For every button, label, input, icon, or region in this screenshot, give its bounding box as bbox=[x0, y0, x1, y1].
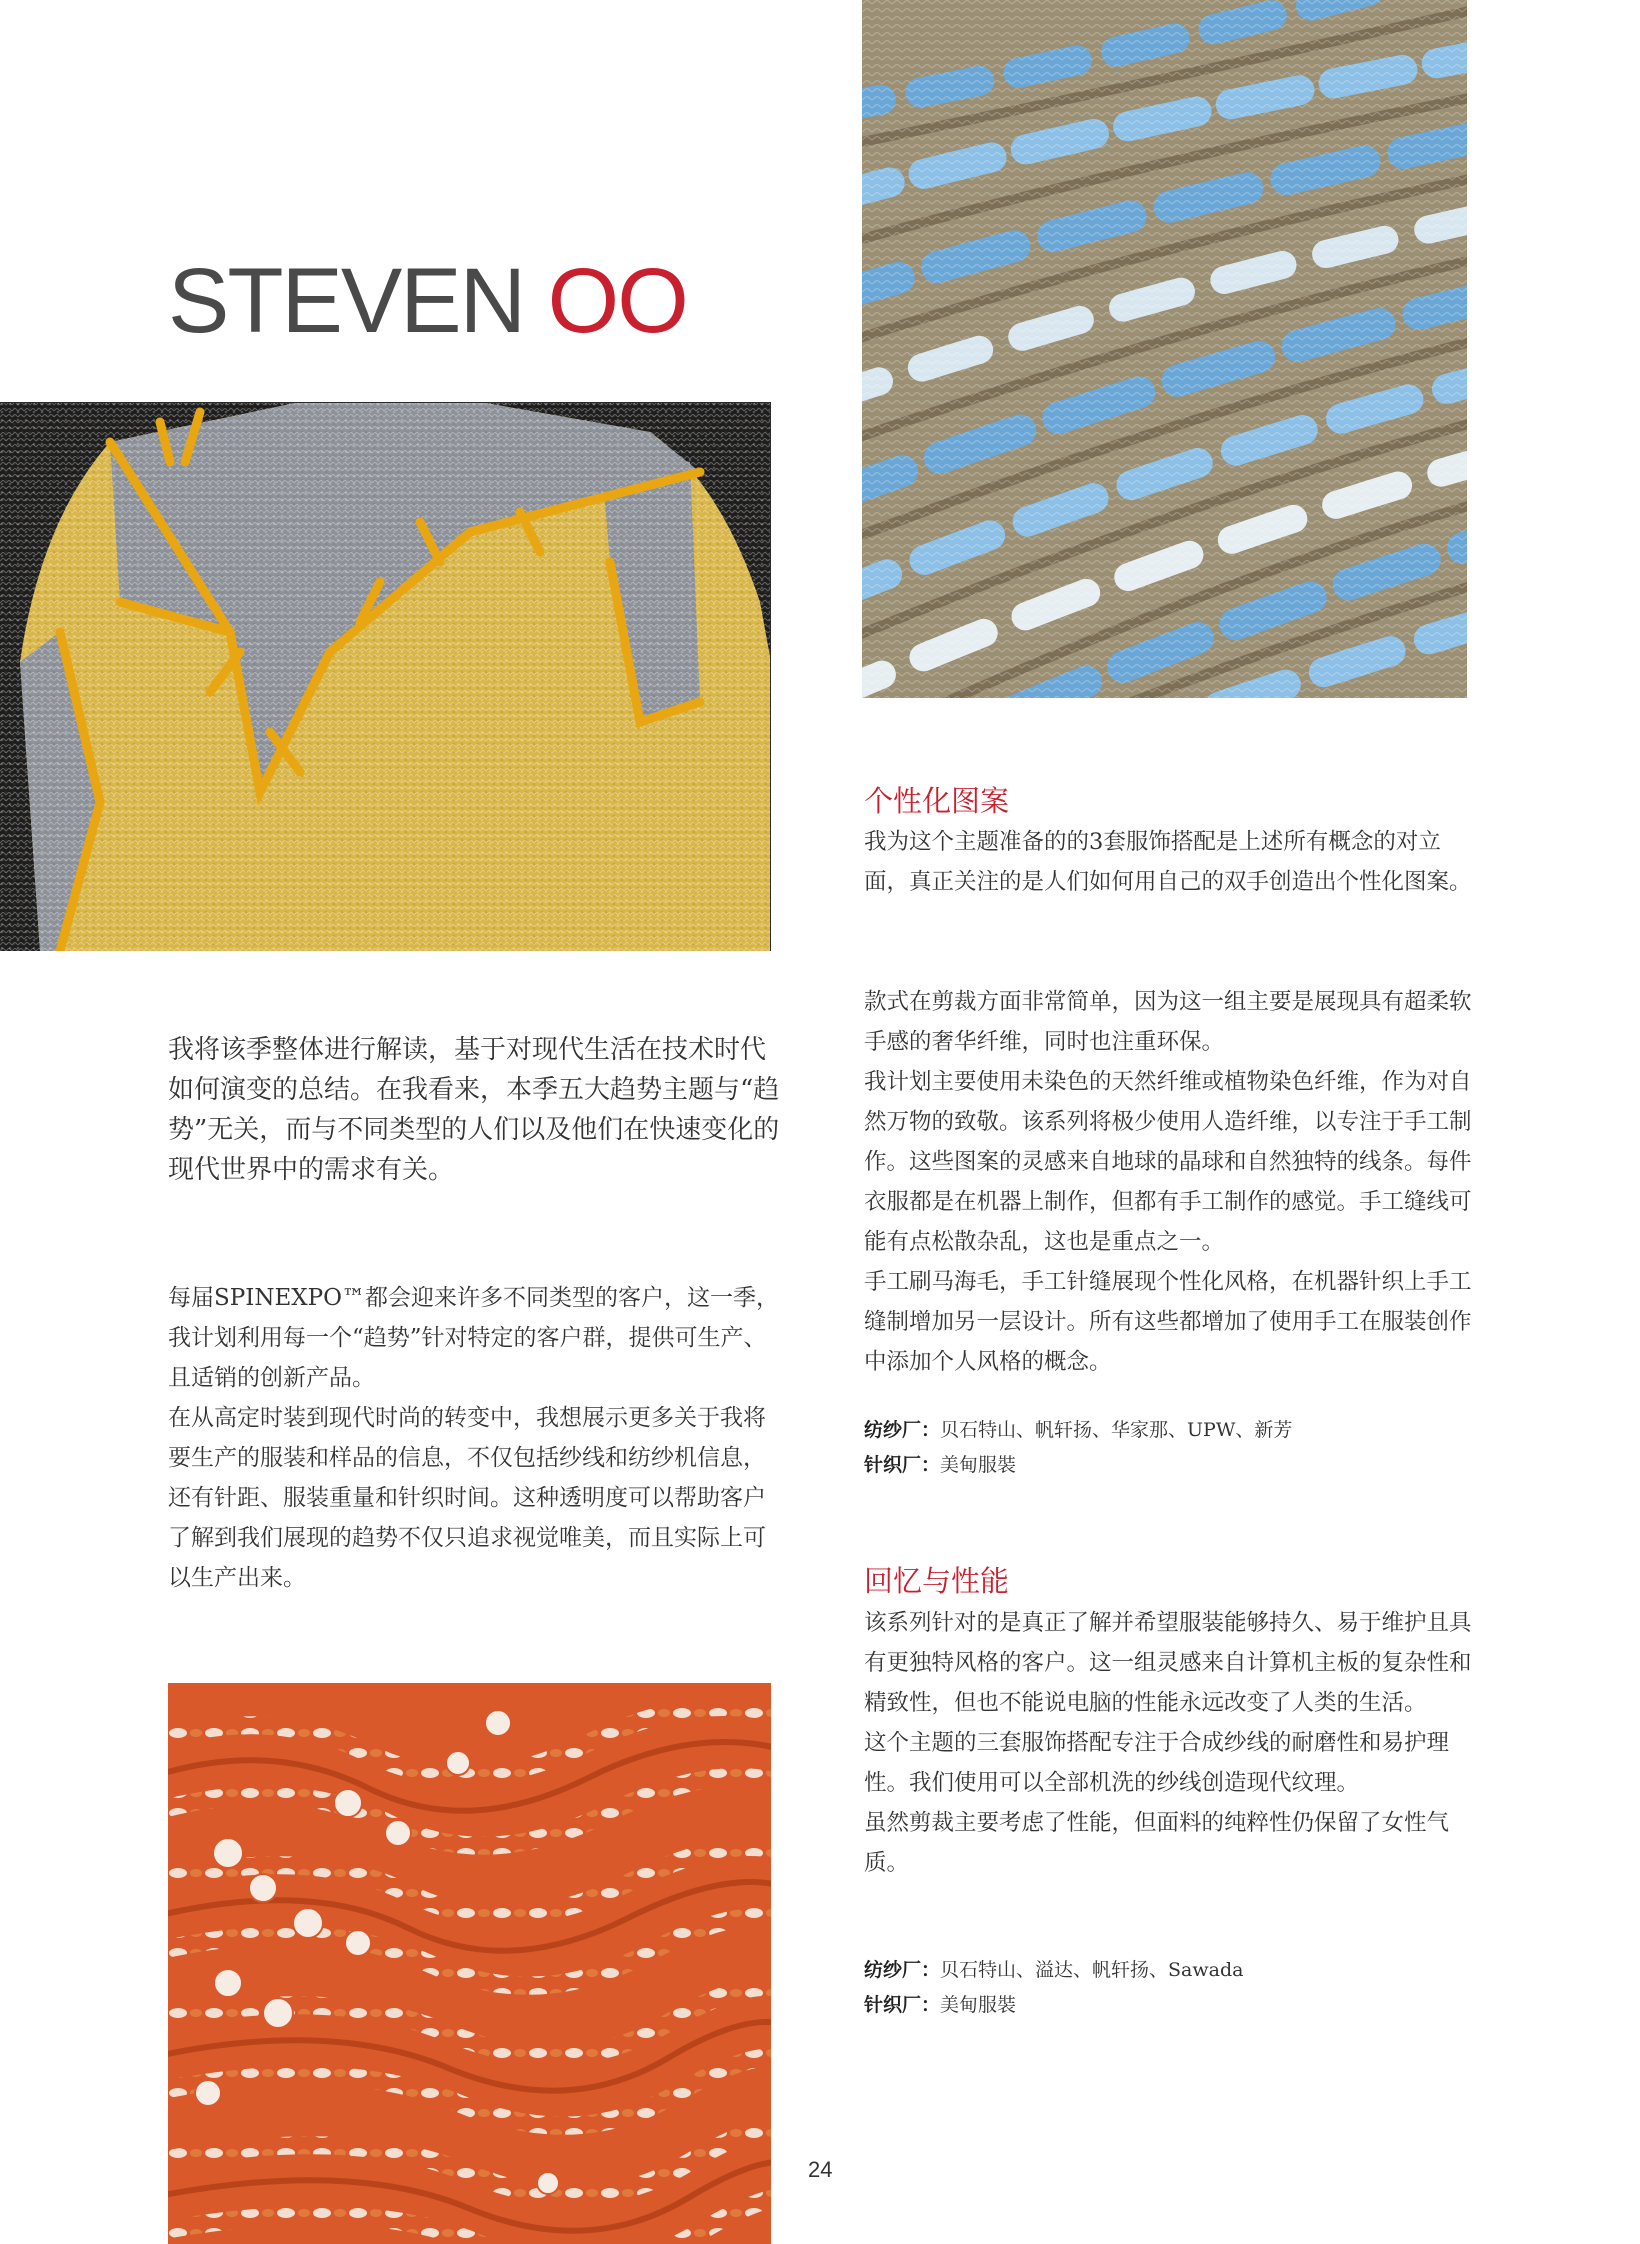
knitter-value: 美甸服裝 bbox=[940, 1454, 1017, 1476]
knitter-label: 针织厂： bbox=[864, 1454, 941, 1476]
section1-intro-text: 我为这个主题准备的的3套服饰搭配是上述所有概念的对立面，真正关注的是人们如何用自己的双手创造出个性化图案。 bbox=[864, 829, 1472, 895]
spinner-value: 贝石特山、帆轩扬、华家那、UPW、新芳 bbox=[940, 1419, 1293, 1441]
section1-paragraph-3: 手工刷马海毛，手工针缝展现个性化风格，在机器针织上手工缝制增加另一层设计。所有这些都增加了使用手工在服装创作中添加个人风格的概念。 bbox=[864, 1269, 1472, 1375]
spinner-label: 纺纱厂： bbox=[864, 1959, 941, 1981]
section2-paragraph-1: 该系列针对的是真正了解并希望服装能够持久、易于维护且具有更独特风格的客户。这一组灵感来自计算机主板的复杂性和精致性，但也不能说电脑的性能永远改变了人类的生活。 bbox=[864, 1610, 1472, 1716]
section2-knitter-line bbox=[864, 1988, 1484, 2023]
section1-intro bbox=[864, 822, 1484, 902]
section2-body bbox=[864, 1603, 1484, 1883]
section2-credits bbox=[864, 1953, 1484, 2023]
section2-spinner-line bbox=[864, 1953, 1484, 1988]
section2-paragraph-3: 虽然剪裁主要考虑了性能，但面料的纯粹性仍保留了女性气质。 bbox=[864, 1810, 1450, 1876]
title-name-part1: STEVEN bbox=[168, 250, 548, 352]
title-name-part2: OO bbox=[547, 250, 687, 352]
section1-heading: 个性化图案 bbox=[864, 784, 1010, 818]
knitter-value: 美甸服裝 bbox=[940, 1994, 1017, 2016]
section2-heading: 回忆与性能 bbox=[864, 1564, 1010, 1598]
spinner-value: 贝石特山、溢达、帆轩扬、Sawada bbox=[940, 1959, 1244, 1981]
section1-credits bbox=[864, 1413, 1484, 1483]
section2-paragraph-2: 这个主题的三套服饰搭配专注于合成纱线的耐磨性和易护理性。我们使用可以全部机洗的纱线创造现代纹理。 bbox=[864, 1730, 1450, 1796]
lead-paragraph bbox=[168, 1030, 788, 1190]
section1-body bbox=[864, 982, 1484, 1382]
blue-knit-photo bbox=[862, 0, 1467, 698]
page-number: 24 bbox=[808, 2157, 833, 2182]
left-body bbox=[168, 1278, 788, 1598]
spinner-label: 纺纱厂： bbox=[864, 1419, 941, 1441]
section1-paragraph-1: 款式在剪裁方面非常简单，因为这一组主要是展现具有超柔软手感的奢华纤维，同时也注重环保。 bbox=[864, 989, 1472, 1055]
yellow-sweater-photo bbox=[0, 402, 771, 951]
section1-spinner-line bbox=[864, 1413, 1484, 1448]
section1-knitter-line bbox=[864, 1448, 1484, 1483]
left-paragraph-2: 在从高定时装到现代时尚的转变中，我想展示更多关于我将要生产的服装和样品的信息，不仅包括纱线和纺纱机信息，还有针距、服装重量和针织时间。这种透明度可以帮助客户了解到我们展现的趋势不仅只追求视觉唯美，而且实际上可以生产出来。 bbox=[168, 1405, 766, 1591]
page-title bbox=[168, 250, 687, 352]
left-paragraph-1: 每届SPINEXPO™都会迎来许多不同类型的客户，这一季，我计划利用每一个“趋势”针对特定的客户群，提供可生产、且适销的创新产品。 bbox=[168, 1285, 779, 1391]
section1-paragraph-2: 我计划主要使用未染色的天然纤维或植物染色纤维，作为对自然万物的致敬。该系列将极少使用人造纤维，以专注于手工制作。这些图案的灵感来自地球的晶球和自然独特的线条。每件衣服都是在机器上制作，但都有手工制作的感觉。手工缝线可能有点松散杂乱，这也是重点之一。 bbox=[864, 1069, 1472, 1255]
knitter-label: 针织厂： bbox=[864, 1994, 941, 2016]
orange-knit-photo bbox=[168, 1683, 771, 2244]
lead-text: 我将该季整体进行解读，基于对现代生活在技术时代如何演变的总结。在我看来，本季五大趋势主题与“趋势”无关，而与不同类型的人们以及他们在快速变化的现代世界中的需求有关。 bbox=[168, 1035, 780, 1185]
